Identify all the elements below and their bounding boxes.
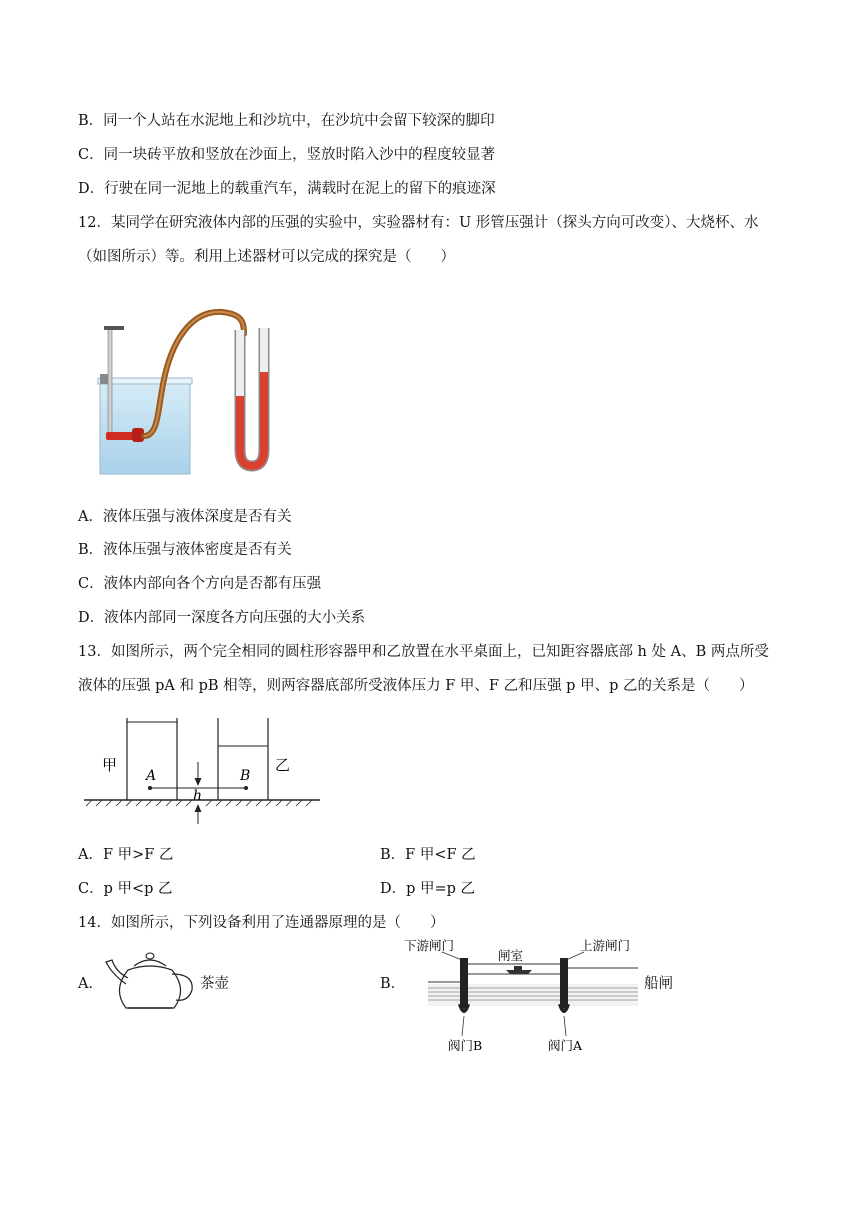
label-jia: 甲 [102, 756, 118, 774]
q13-stem-line1: 13．如图所示，两个完全相同的圆柱形容器甲和乙放置在水平桌面上，已知距容器底部 h 处 A、B 两点所受 [78, 644, 769, 660]
label-point-b: B [240, 768, 251, 784]
pressure-gauge-figure [92, 300, 302, 480]
label-valve-b: 阀门B [448, 1038, 483, 1053]
q12-stem-line2: （如图所示）等。利用上述器材可以完成的探究是（ ） [78, 249, 455, 265]
label-yi: 乙 [275, 756, 291, 774]
q14-option-a-name: 茶壶 [200, 976, 229, 992]
label-downstream-gate: 下游闸门 [404, 938, 455, 953]
label-h: h [193, 788, 203, 804]
q11-option-b: B．同一个人站在水泥地上和沙坑中，在沙坑中会留下较深的脚印 [78, 113, 495, 129]
q13-option-b: B．F 甲<F 乙 [380, 847, 476, 863]
q13-option-a: A．F 甲>F 乙 [78, 847, 174, 863]
q11-option-d: D．行驶在同一泥地上的载重汽车，满载时在泥上的留下的痕迹深 [78, 181, 496, 197]
q14-option-a-letter: A． [78, 976, 103, 992]
teapot-icon [102, 944, 198, 1014]
label-point-a: A [146, 768, 157, 784]
q13-option-c: C．p 甲<p 乙 [78, 881, 173, 897]
ship-lock-figure [402, 938, 638, 1060]
q12-stem-line1: 12．某同学在研究液体内部的压强的实验中，实验器材有：U 形管压强计（探头方向可改变）、大烧杯、水 [78, 215, 759, 231]
q11-option-c: C．同一块砖平放和竖放在沙面上，竖放时陷入沙中的程度较显著 [78, 147, 496, 163]
q12-option-a: A．液体压强与液体深度是否有关 [78, 509, 292, 525]
label-chamber: 闸室 [498, 948, 524, 963]
q14-option-b-name: 船闸 [644, 976, 673, 992]
containers-figure [80, 710, 330, 830]
q13-option-d: D．p 甲=p 乙 [380, 881, 476, 897]
q12-option-b: B．液体压强与液体密度是否有关 [78, 542, 292, 558]
q14-option-b-letter: B． [380, 976, 406, 992]
label-valve-a: 阀门A [548, 1038, 583, 1053]
q14-stem: 14．如图所示，下列设备利用了连通器原理的是（ ） [78, 915, 445, 931]
q13-stem-line2: 液体的压强 pA 和 pB 相等，则两容器底部所受液体压力 F 甲、F 乙和压强 p 甲、p 乙的关系是（ ） [78, 678, 754, 694]
q12-option-c: C．液体内部向各个方向是否都有压强 [78, 576, 322, 592]
label-upstream-gate: 上游闸门 [580, 938, 631, 953]
q12-option-d: D．液体内部同一深度各方向压强的大小关系 [78, 610, 366, 626]
